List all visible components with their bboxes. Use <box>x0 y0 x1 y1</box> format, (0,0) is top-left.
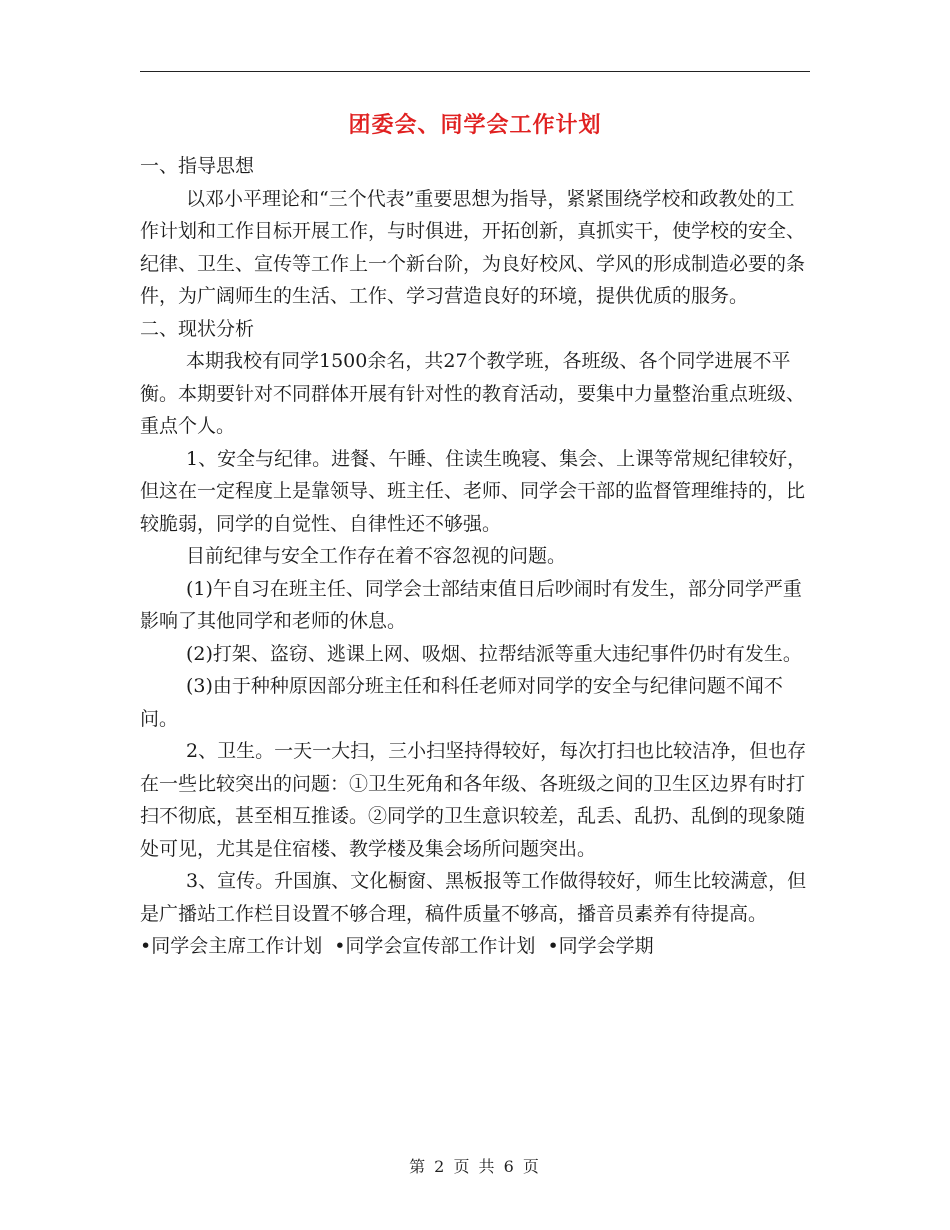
paragraph-hygiene: 2、卫生。一天一大扫，三小扫坚持得较好，每次打扫也比较洁净，但也存在一些比较突出的问题：①卫生死角和各年级、各班级之间的卫生区边界有时打扫不彻底，甚至相互推诿。②同学的卫生意识较差，乱丢、乱扔、乱倒的现象随处可见，尤其是住宿楼、教学楼及集会场所问题突出。 <box>140 740 807 860</box>
paragraph-safety-discipline: 1、安全与纪律。进餐、午睡、住读生晚寝、集会、上课等常规纪律较好，但这在一定程度上是靠领导、班主任、老师、同学会干部的监督管理维持的，比较脆弱，同学的自觉性、自律性还不够强。 <box>140 447 807 535</box>
document-title: 团委会、同学会工作计划 <box>348 113 602 138</box>
section-heading-guiding-ideology: 一、指导思想 <box>140 155 255 177</box>
paragraph-publicity: 3、宣传。升国旗、文化橱窗、黑板报等工作做得较好，师生比较满意，但是广播站工作栏目设置不够合理，稿件质量不够高，播音员素养有待提高。 <box>140 870 807 925</box>
related-link-publicity-plan[interactable]: •同学会宣传部工作计划 <box>334 935 536 957</box>
related-link-chairman-plan[interactable]: •同学会主席工作计划 <box>140 935 323 957</box>
page-number-footer: 第 2 页 共 6 页 <box>409 1157 541 1176</box>
paragraph-guiding-ideology: 以邓小平理论和“三个代表”重要思想为指导，紧紧围绕学校和政教处的工作计划和工作目标开展工作，与时俱进，开拓创新，真抓实干，使学校的安全、纪律、卫生、宣传等工作上一个新台阶，为良好校风、学风的形成制造必要的条件，为广阔师生的生活、工作、学习营造良好的环境，提供优质的服务。 <box>140 187 806 307</box>
header-rule <box>140 71 810 72</box>
paragraph-status-analysis: 本期我校有同学1500余名，共27个教学班，各班级、各个同学进展不平衡。本期要针对不同群体开展有针对性的教育活动，要集中力量整治重点班级、重点个人。 <box>140 350 806 437</box>
related-link-semester[interactable]: •同学会学期 <box>547 935 654 957</box>
section-heading-status-analysis: 二、现状分析 <box>140 317 255 340</box>
related-links <box>140 930 810 963</box>
paragraph-problems-intro: 目前纪律与安全工作存在着不容忽视的问题。 <box>186 545 567 567</box>
paragraph-problem-1: (1)午自习在班主任、同学会士部结束值日后吵闹时有发生，部分同学严重影响了其他同学和老师的休息。 <box>140 577 802 632</box>
paragraph-problem-2: (2)打架、盗窃、逃课上网、吸烟、拉帮结派等重大违纪事件仍时有发生。 <box>186 642 802 665</box>
document-body <box>140 150 810 963</box>
paragraph-problem-3: (3)由于种种原因部分班主任和科任老师对同学的安全与纪律问题不闻不问。 <box>140 675 783 730</box>
